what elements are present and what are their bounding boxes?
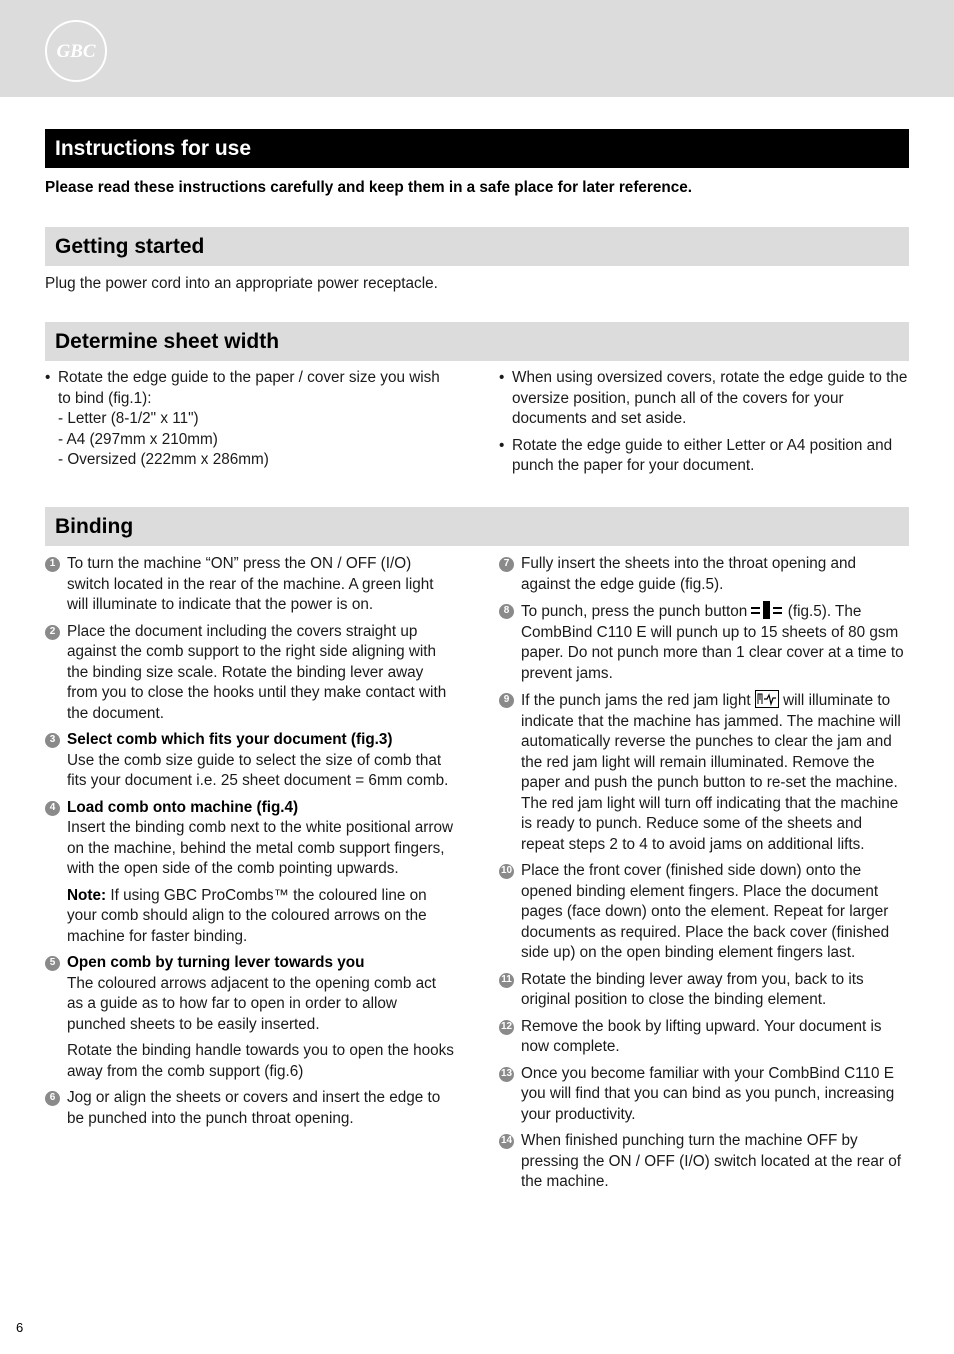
size-letter: - Letter (8-1/2" x 11") xyxy=(58,410,199,427)
step-13: 13 Once you become familiar with your CombBind C110 E you will find that you can bind as you punch, increasing your productivity. xyxy=(500,1064,895,1123)
step-title: Load comb onto machine (fig.4) xyxy=(67,798,299,816)
step-1: 1 To turn the machine “ON” press the ON / OFF (I/O) switch located in the rear of the machine. A green light will illuminate to indicate that the power is on. xyxy=(45,554,455,616)
note: Note: If using GBC ProCombs™ the coloured line on your comb should align to the coloured arrows on the machine for faster binding. xyxy=(67,886,427,945)
step-number: 4 xyxy=(45,801,60,816)
step-4: 4 Load comb onto machine (fig.4) Insert the binding comb next to the white positional arrow on the machine, behind the metal comb support fingers, with the open side of the comb pointing upwards. Note: If using GBC ProCombs™ the coloured line on your comb should align to the coloured arrows on the machine for faster binding. xyxy=(45,798,455,948)
step-number: 8 xyxy=(499,604,514,619)
getting-started-text: Plug the power cord into an appropriate power receptacle. xyxy=(45,275,438,292)
size-list xyxy=(45,409,455,471)
binding-heading: Binding xyxy=(45,507,909,546)
step-number: 10 xyxy=(499,864,514,879)
step-5: 5 Open comb by turning lever towards you The coloured arrows adjacent to the opening comb act as a guide as to how far to open in order to allow punched sheets to be easily inserted. Rotate the binding handle towards you to open the hooks away from the comb support (fig.6) xyxy=(45,953,455,1082)
title-bar: Instructions for use xyxy=(45,129,909,168)
step-number: 13 xyxy=(499,1067,514,1082)
sheet-width-right-column xyxy=(499,368,909,483)
sheet-width-heading: Determine sheet width xyxy=(45,322,909,361)
svg-text:GBC: GBC xyxy=(56,41,96,62)
note-label: Note: xyxy=(67,886,107,904)
binding-right-column xyxy=(499,554,909,1199)
gbc-logo-icon xyxy=(51,39,101,63)
binding-left-column xyxy=(45,554,455,1135)
step-10: 10 Place the front cover (finished side down) onto the opened binding element fingers. Place the document pages (face down) onto the element. Repeat for larger documents as required. Place the back cover (finished side up) on the open binding element fingers last. xyxy=(500,862,890,961)
step-number: 6 xyxy=(45,1091,60,1106)
size-oversized: - Oversized (222mm x 286mm) xyxy=(58,451,269,468)
header-bar xyxy=(0,0,954,97)
step-9: 9 If the punch jams the red jam light will illuminate to indicate that the machine has jammed. The machine will automatically reverse the punches to clear the jam and the red jam light will remain illuminated. Remove the paper and push the punch button to re-set the machine. The red jam light will turn off indicating that the machine is ready to punch. Reduce some of the sheets and repeat steps 2 to 4 to avoid jams on additional lifts. xyxy=(499,690,909,855)
step-11: 11 Rotate the binding lever away from you, back to its original position to close the binding element. xyxy=(499,970,909,1011)
list-item: • When using oversized covers, rotate the edge guide to the oversize position, punch all of the covers for your documents and set aside. xyxy=(499,368,909,430)
step-number: 14 xyxy=(499,1134,514,1149)
step-12: 12 Remove the book by lifting upward. Your document is now complete. xyxy=(500,1017,882,1055)
step-number: 2 xyxy=(45,625,60,640)
step-title: Open comb by turning lever towards you xyxy=(67,954,365,971)
list-item: • Rotate the edge guide to either Letter or A4 position and punch the paper for your document. xyxy=(499,436,909,477)
sheet-width-left-column xyxy=(45,368,455,471)
intro-text: Please read these instructions carefully and keep them in a safe place for later reference. xyxy=(45,179,692,196)
step-3: 3 Select comb which fits your document (fig.3) Use the comb size guide to select the size of comb that fits your document i.e. 25 sheet document = 6mm comb. xyxy=(45,730,455,792)
step-number: 5 xyxy=(45,956,60,971)
list-item: • Rotate the edge guide to the paper / cover size you wish to bind (fig.1): xyxy=(45,368,455,409)
jam-light-icon xyxy=(755,690,779,708)
size-a4: - A4 (297mm x 210mm) xyxy=(58,430,218,448)
bullet: • xyxy=(499,369,505,386)
step-2: 2 Place the document including the covers straight up against the comb support to the right side aligning with the binding size scale. Rotate the binding lever away from you to close the hooks until they make contact with the document. xyxy=(45,622,455,725)
step-number: 11 xyxy=(499,973,514,988)
getting-started-heading: Getting started xyxy=(45,227,909,266)
step-8: 8 To punch, press the punch button (fig.5). The CombBind C110 E will punch up to 15 sheets of 80 gsm paper. Do not punch more than 1 clear cover at a time to prevent jams. xyxy=(499,601,909,684)
page-number: 6 xyxy=(16,1320,24,1335)
step-number: 3 xyxy=(45,733,60,748)
step-number: 9 xyxy=(499,693,514,708)
bullet: • xyxy=(499,436,505,454)
step-title: Select comb which fits your document (fig.3) xyxy=(67,731,393,748)
punch-button-icon xyxy=(751,601,783,619)
step-6: 6 Jog or align the sheets or covers and insert the edge to be punched into the punch throat opening. xyxy=(45,1088,455,1129)
step-number: 7 xyxy=(499,557,514,572)
step-7: 7 Fully insert the sheets into the throat opening and against the edge guide (fig.5). xyxy=(499,554,909,595)
bullet: • xyxy=(45,369,51,386)
step-14: 14 When finished punching turn the machine OFF by pressing the ON / OFF (I/O) switch located at the rear of the machine. xyxy=(500,1132,902,1190)
step-number: 12 xyxy=(499,1020,514,1035)
step-number: 1 xyxy=(45,557,60,572)
gbc-logo xyxy=(45,20,107,82)
